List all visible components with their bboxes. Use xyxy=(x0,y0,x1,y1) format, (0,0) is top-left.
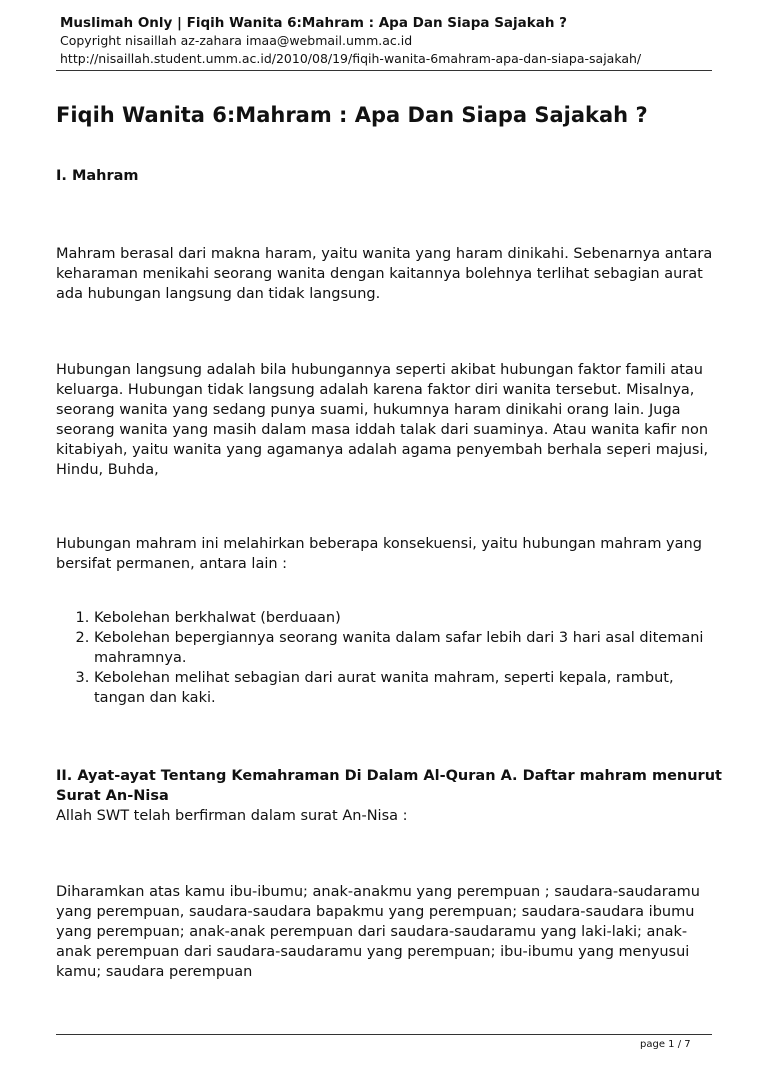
article-body xyxy=(56,100,722,980)
section-heading-ayat: II. Ayat-ayat Tentang Kemahraman Di Dalam Al-Quran A. Daftar mahram menurut Surat An-Nisa xyxy=(56,768,722,804)
paragraph-an-nisa-intro: Allah SWT telah berfirman dalam surat An-Nisa : xyxy=(56,808,408,824)
site-title: Muslimah Only | Fiqih Wanita 6:Mahram : Apa Dan Siapa Sajakah ? xyxy=(60,15,568,31)
list-item: 3. Kebolehan melihat sebagian dari aurat wanita mahram, seperti kepala, rambut, tangan dan kaki. xyxy=(94,668,714,708)
source-url: http://nisaillah.student.umm.ac.id/2010/08/19/fiqih-wanita-6mahram-apa-dan-siapa-sajakah/ xyxy=(60,51,642,66)
paragraph-definition: Mahram berasal dari makna haram, yaitu wanita yang haram dinikahi. Sebenarnya antara keharaman menikahi seorang wanita dengan kaitannya bolehnya terlihat sebagian aurat ada hubungan langsung dan tidak langsung. xyxy=(56,246,713,302)
list-item: 1. Kebolehan berkhalwat (berduaan) xyxy=(94,608,714,628)
section-heading-mahram: I. Mahram xyxy=(56,168,139,184)
consequence-list xyxy=(56,608,714,708)
document-header xyxy=(56,14,712,71)
article-title: Fiqih Wanita 6:Mahram : Apa Dan Siapa Sajakah ? xyxy=(56,103,648,127)
paragraph-consequences: Hubungan mahram ini melahirkan beberapa konsekuensi, yaitu hubungan mahram yang bersifat permanen, antara lain : xyxy=(56,536,702,572)
list-item: 2. Kebolehan bepergiannya seorang wanita dalam safar lebih dari 3 hari asal ditemani mahramnya. xyxy=(94,628,714,668)
copyright-line: Copyright nisaillah az-zahara imaa@webmail.umm.ac.id xyxy=(60,33,413,48)
footer-divider xyxy=(56,1034,712,1035)
page-number: page 1 / 7 xyxy=(640,1039,691,1050)
paragraph-relations: Hubungan langsung adalah bila hubungannya seperti akibat hubungan faktor famili atau keluarga. Hubungan tidak langsung adalah karena faktor diri wanita tersebut. Misalnya, seorang wanita yang sedang punya suami, hukumnya haram dinikahi orang lain. Juga seorang wanita yang masih dalam masa iddah talak dari suaminya. Atau wanita kafir non kitabiyah, yaitu wanita yang agamanya adalah agama penyembah berhala seperi majusi, Hindu, Buhda, xyxy=(56,362,709,478)
paragraph-verse: Diharamkan atas kamu ibu-ibumu; anak-anakmu yang perempuan ; saudara-saudaramu yang perempuan, saudara-saudara bapakmu yang perempuan; saudara-saudara ibumu yang perempuan; anak-anak perempuan dari saudara-saudaramu yang laki-laki; anak-anak perempuan dari saudara-saudaramu yang perempuan; ibu-ibumu yang menyusui kamu; saudara perempuan xyxy=(56,884,700,980)
